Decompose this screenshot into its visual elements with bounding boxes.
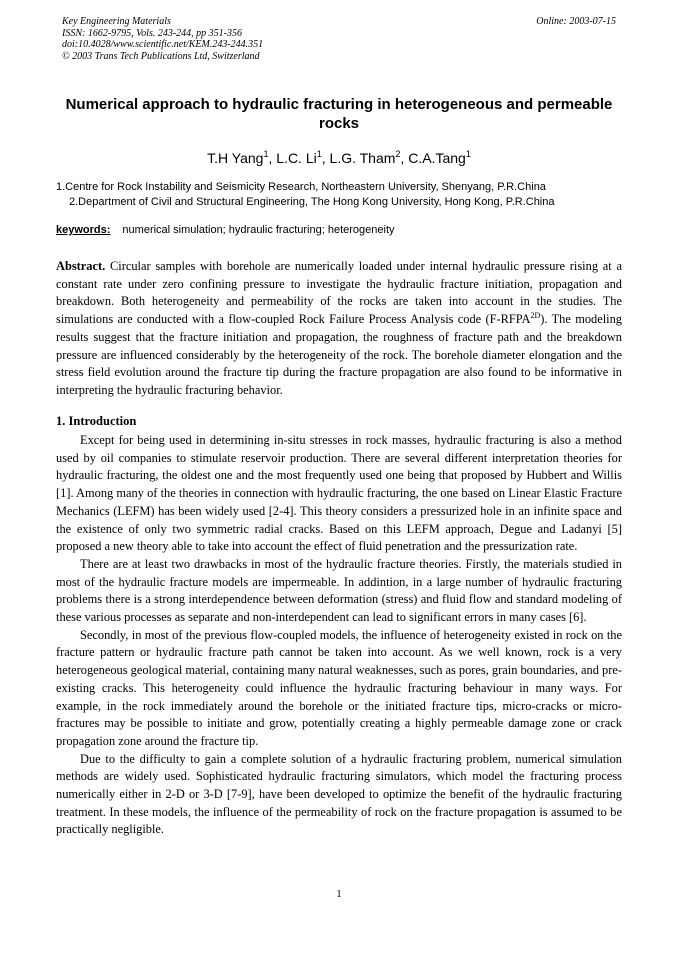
- author-affiliation-mark: 2: [395, 149, 401, 159]
- affiliation-2: 2.Department of Civil and Structural Engineering, The Hong Kong University, Hong Kong, P.R.China: [69, 196, 555, 208]
- keywords-label: keywords:: [56, 224, 111, 236]
- intro-paragraph-3: Secondly, in most of the previous flow-coupled models, the influence of heterogeneity existed in rock on the fracture pattern or hydraulic fracture path cannot be taken into account. As we well known, rock is a very heterogeneous geological material, containing many natural weaknesses, such as pores, grain boundaries, and pre-existing cracks. This heterogeneity could influence the hydraulic fracturing behaviour in many ways. For example, in the rock immediately around the borehole or the initiated fracture tips, micro-cracks or micro-fractures may be possible to initiate and grow, potentially creating a highly permeable damage zone or crack propagation zone around the fracture tip.: [56, 627, 622, 748]
- abstract-text-part1: Circular samples with borehole are numerically loaded under internal hydraulic pressure rising at a constant rate under zero confining pressure to investigate the hydraulic fracture initiation, propagation and breakdown. Both heterogeneity and permeability of the rocks are taken into account in the studies. The simulations are conducted with a flow-coupled Rock Failure Process Analysis code (F-RFPA: [56, 259, 622, 327]
- keywords-text: numerical simulation; hydraulic fracturing; heterogeneity: [122, 224, 395, 236]
- doi-line: doi:10.4028/www.scientific.net/KEM.243-244.351: [62, 39, 264, 50]
- author-name: L.G. Tham: [329, 150, 396, 166]
- online-date: Online: 2003-07-15: [536, 16, 616, 27]
- abstract-superscript: 2D: [530, 311, 541, 321]
- paper-title: Numerical approach to hydraulic fracturing in heterogeneous and permeable rocks: [65, 96, 613, 132]
- page-number: 1: [336, 888, 342, 900]
- journal-header: [62, 16, 263, 62]
- intro-paragraph-2: There are at least two drawbacks in most of the hydraulic fracture theories. Firstly, the materials studied in most of the hydraulic fracture models are impermeable. In addintion, in a large number of hydraulic fracturing problems there is a strong interdependence between deformation (stress) and fluid flow and standard modeling of these various processes as separate and non-interdependent can lead to significant errors in many cases [6].: [56, 556, 622, 625]
- abstract-label: Abstract.: [56, 259, 106, 273]
- author-name: T.H Yang: [207, 150, 264, 166]
- affiliation-1: 1.Centre for Rock Instability and Seismicity Research, Northeastern University, Shenyang, P.R.China: [56, 181, 546, 193]
- intro-paragraph-4: Due to the difficulty to gain a complete solution of a hydraulic fracturing problem, numerical simulation methods are widely used. Sophisticated hydraulic fracturing simulators, which model the fracturing process numerically either in 2-D or 3-D [7-9], have been developed to optimize the benefit of the hydraulic fracturing treatment. In these models, the influence of the permeability of rock on the fracture propagation is assumed to be practically negligible.: [56, 751, 622, 837]
- journal-name: Key Engineering Materials: [62, 16, 171, 27]
- intro-paragraph-1: Except for being used in determining in-situ stresses in rock masses, hydraulic fracturing is also a method used by oil companies to stimulate reservoir production. There are several different interpretation theories for hydraulic fracturing, the oldest one and the most frequently used one being that proposed by Hubbert and Willis [1]. Among many of the theories in connection with hydraulic fracturing, the one based on Linear Elastic Fracture Mechanics (LEFM) has been widely used [2-4]. This theory considers a pressurized hole in an infinite space and the existence of only two symmetric radial cracks. Based on this LEFM approach, Degue and Ladanyi [5] proposed a new theory able to take into account the effect of fluid penetration and the pressurization rate.: [56, 433, 622, 554]
- author-list: T.H Yang$^1$, L.C. Li$^1$, L.G. Tham$^2$, C.A.Tang$^1$: [207, 149, 471, 166]
- section-heading: 1. Introduction: [56, 414, 137, 428]
- author-affiliation-mark: 1: [465, 149, 471, 159]
- issn-line: ISSN: 1662-9795, Vols. 243-244, pp 351-356: [62, 27, 242, 39]
- author-affiliation-mark: 1: [316, 149, 322, 159]
- author-affiliation-mark: 1: [263, 149, 269, 159]
- keywords-line: [56, 223, 395, 238]
- author-name: C.A.Tang: [408, 150, 466, 166]
- copyright-line: © 2003 Trans Tech Publications Ltd, Switzerland: [62, 50, 260, 62]
- abstract: [56, 258, 622, 400]
- abstract-text-part2: ). The modeling results suggest that the fracture initiation and propagation, the roughness of fracture path and the breakdown pressure are influenced considerably by the heterogeneity of the rock. The borehole diameter elongation and the stress field evolution around the fracture tip during the fracture propagation are also found to be informative in interpreting the hydraulic fracturing behavior.: [56, 312, 622, 397]
- author-name: L.C. Li: [276, 150, 317, 166]
- introduction-body: [56, 432, 622, 839]
